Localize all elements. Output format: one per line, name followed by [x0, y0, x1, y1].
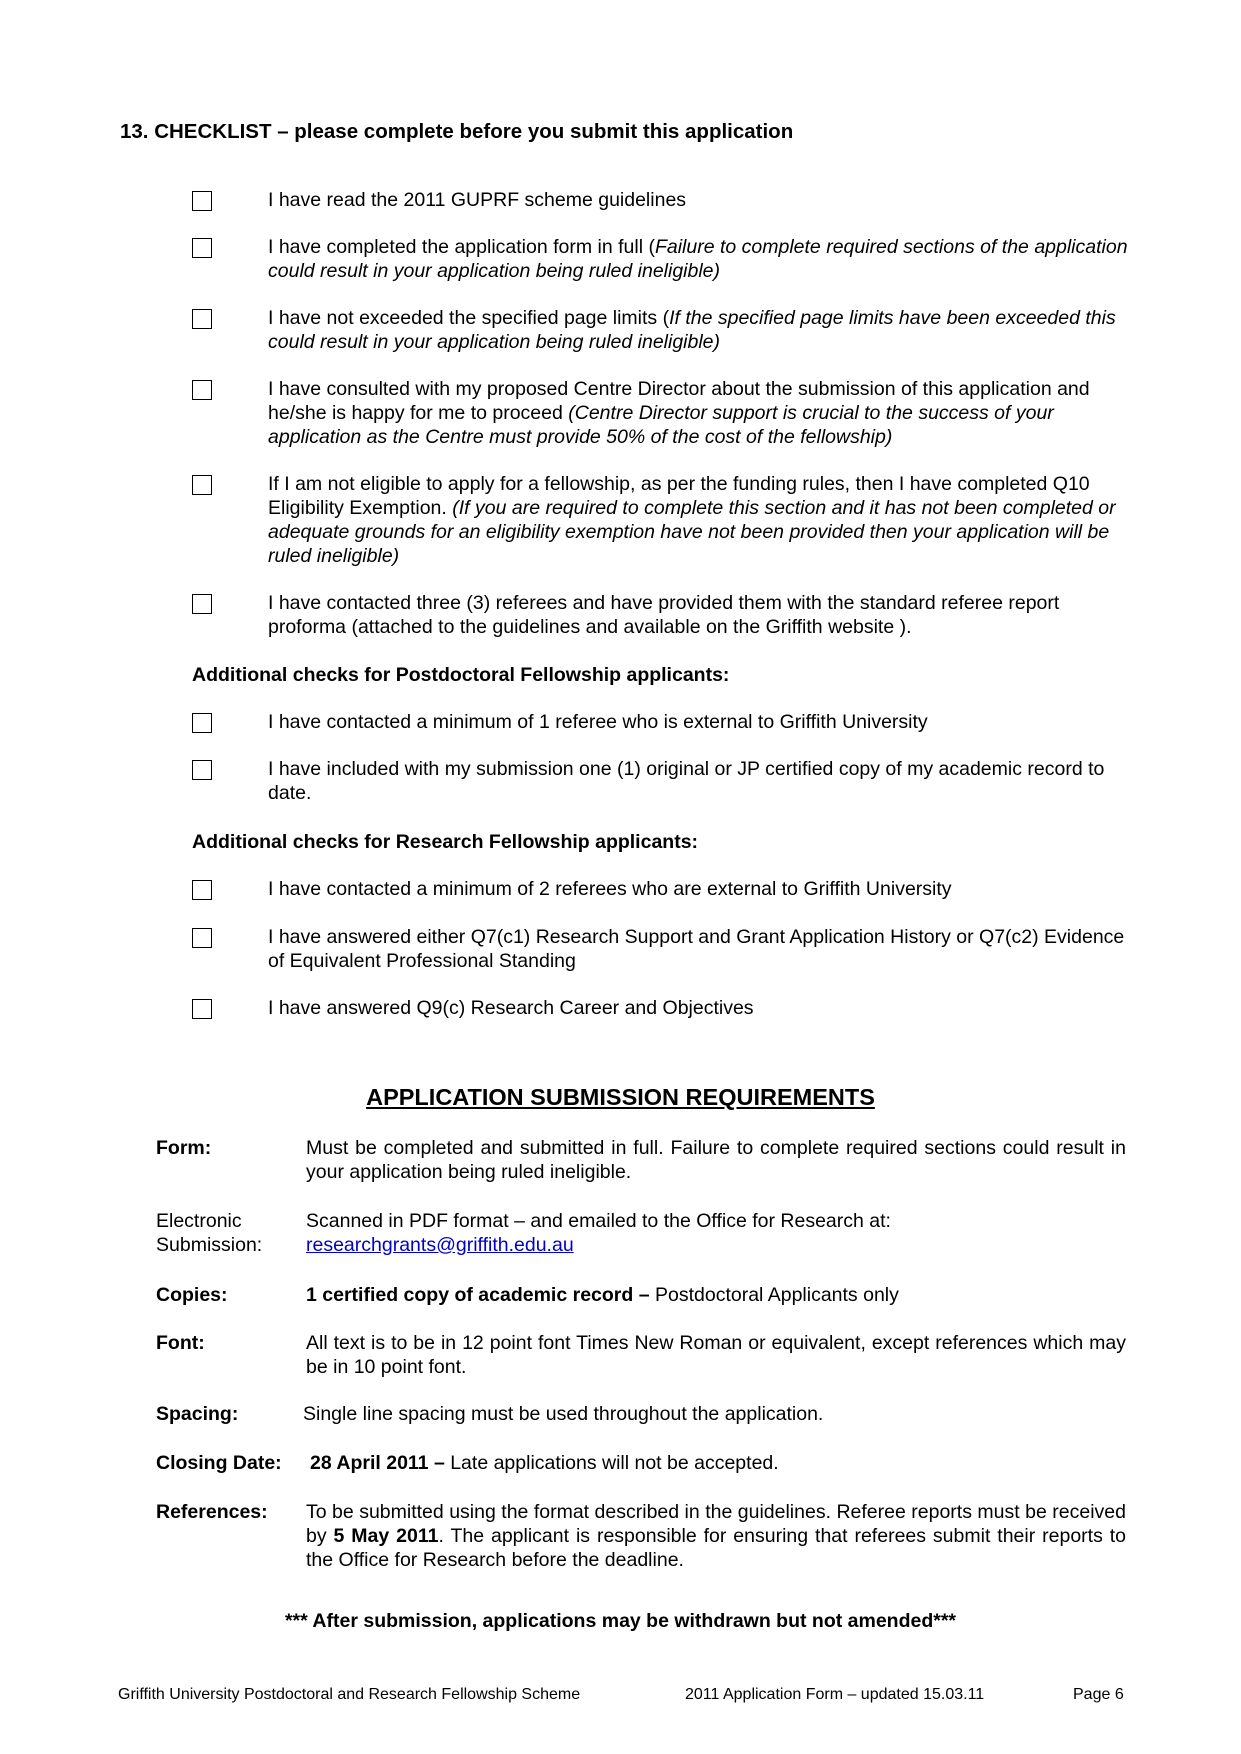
checklist-item-text: I have contacted three (3) referees and have provided them with the standard referee report proforma (attached to the guidelines and available on the Griffith website ).	[268, 592, 1060, 638]
checkbox[interactable]	[192, 760, 212, 780]
req-bold-text: 1 certified copy of academic record –	[306, 1284, 650, 1306]
checkbox[interactable]	[192, 928, 212, 948]
footer-left: Griffith University Postdoctoral and Research Fellowship Scheme	[118, 1686, 581, 1703]
checklist-item-note: Failure to complete required sections of the application could result in your application being ruled ineligible)	[268, 236, 1128, 282]
req-text: Must be completed and submitted in full. Failure to complete required sections could result in your application being ruled ineligible.	[306, 1137, 1126, 1183]
req-text: Single line spacing must be used throughout the application.	[303, 1403, 824, 1425]
footer-center: 2011 Application Form – updated 15.03.11	[685, 1686, 985, 1703]
final-note: *** After submission, applications may be withdrawn but not amended***	[284, 1610, 957, 1632]
checkbox[interactable]	[192, 238, 212, 258]
req-text: To be submitted using the format described in the guidelines. Referee reports must be received by	[306, 1501, 1126, 1547]
checkbox[interactable]	[192, 309, 212, 329]
req-label: Spacing:	[156, 1403, 239, 1425]
research-heading: Additional checks for Research Fellowship applicants:	[192, 831, 699, 853]
req-text: Late applications will not be accepted.	[444, 1452, 779, 1474]
checkbox[interactable]	[192, 880, 212, 900]
footer-page-number: Page 6	[1073, 1686, 1124, 1703]
checklist-item-text: I have contacted a minimum of 2 referees who are external to Griffith University	[268, 878, 952, 900]
checklist-item-text: I have read the 2011 GUPRF scheme guidelines	[268, 189, 687, 211]
req-label: Submission:	[156, 1234, 263, 1256]
req-text: Postdoctoral Applicants only	[649, 1284, 899, 1306]
req-label: Font:	[156, 1332, 205, 1354]
req-label: Form:	[156, 1137, 212, 1159]
checklist-item-text: I have included with my submission one (1) original or JP certified copy of my academic record to date.	[268, 758, 1105, 804]
req-text: . The applicant is responsible for ensuring that referees submit their reports to the Office for Research before the deadline.	[306, 1525, 1127, 1571]
checklist-item-note: (If you are required to complete this section and it has not been completed or adequate grounds for an eligibility exemption have not been provided then your application will be ruled ineligible)	[268, 497, 1116, 567]
checklist-item-text: If I am not eligible to apply for a fellowship, as per the funding rules, then I have completed Q10 Eligibility Exemption.	[268, 473, 1090, 519]
postdoc-heading: Additional checks for Postdoctoral Fellowship applicants:	[192, 664, 730, 686]
checklist-item-note: (Centre Director support is crucial to the success of your application as the Centre must provide 50% of the cost of the fellowship)	[268, 402, 1054, 448]
checkbox[interactable]	[192, 713, 212, 733]
checkbox[interactable]	[192, 475, 212, 495]
checklist-item-text: I have not exceeded the specified page limits (	[268, 307, 670, 329]
req-label: Electronic	[156, 1210, 242, 1232]
req-bold-date: 5 May 2011	[333, 1525, 439, 1547]
req-label: Closing Date:	[156, 1452, 282, 1474]
req-label: References:	[156, 1501, 268, 1523]
checklist-item-text: I have answered Q9(c) Research Career and Objectives	[268, 997, 754, 1019]
checkbox[interactable]	[192, 594, 212, 614]
req-label: Copies:	[156, 1284, 228, 1306]
checklist-item-text: I have completed the application form in full (	[268, 236, 655, 258]
email-link[interactable]: researchgrants@griffith.edu.au	[306, 1234, 574, 1256]
checkbox[interactable]	[192, 380, 212, 400]
checklist-item-note: If the specified page limits have been exceeded this could result in your application being ruled ineligible)	[268, 307, 1116, 353]
req-text: Scanned in PDF format – and emailed to the Office for Research at:	[306, 1210, 891, 1232]
checkbox[interactable]	[192, 999, 212, 1019]
requirements-title: APPLICATION SUBMISSION REQUIREMENTS	[366, 1084, 875, 1110]
req-text: All text is to be in 12 point font Times New Roman or equivalent, except references which may be in 10 point font.	[306, 1332, 1126, 1378]
section-title: 13. CHECKLIST – please complete before you submit this application	[120, 120, 794, 143]
checklist-item-text: I have consulted with my proposed Centre Director about the submission of this application and he/she is happy for me to proceed	[268, 378, 1090, 424]
checkbox[interactable]	[192, 191, 212, 211]
req-bold-text: 28 April 2011 –	[310, 1452, 445, 1474]
checklist-item-text: I have answered either Q7(c1) Research Support and Grant Application History or Q7(c2) Evidence of Equivalent Professional Standing	[268, 926, 1125, 972]
checklist-item-text: I have contacted a minimum of 1 referee who is external to Griffith University	[268, 711, 928, 733]
